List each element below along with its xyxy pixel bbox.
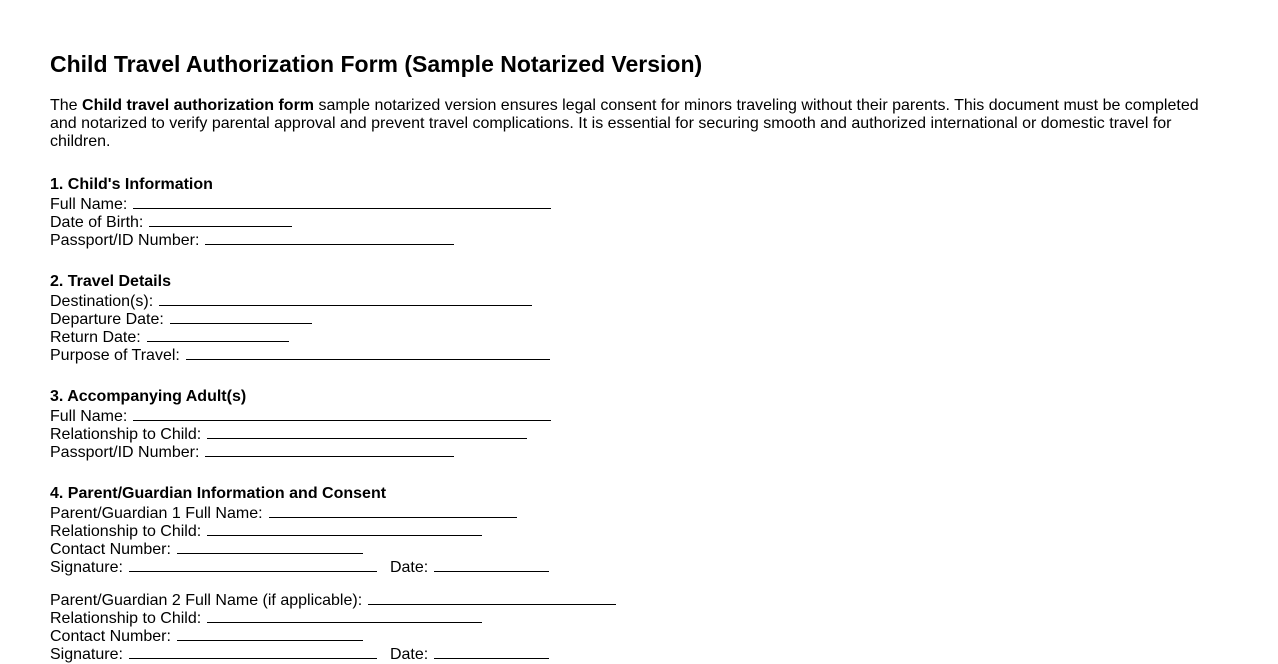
field-label: Signature: [50,559,123,576]
field-label: Parent/Guardian 1 Full Name: [50,505,263,522]
p2-signature-blank[interactable] [129,644,377,659]
p2-contact-row [50,626,616,644]
purpose-row [50,345,550,363]
child-full-name-blank[interactable] [133,194,551,209]
child-dob-blank[interactable] [149,212,292,227]
field-label: Purpose of Travel: [50,347,180,364]
p1-name-blank[interactable] [269,503,517,518]
field-label: Date: [389,559,429,576]
p2-date-blank[interactable] [434,644,549,659]
field-label: Relationship to Child: [50,426,202,443]
adult-passport-row [50,442,551,460]
p1-signature-blank[interactable] [129,557,377,572]
section-title: 4. Parent/Guardian Information and Consent [50,485,387,502]
child-dob-row [50,212,551,230]
adult-passport-blank[interactable] [205,442,454,457]
p2-name-blank[interactable] [368,590,616,605]
field-label: Full Name: [50,196,128,213]
intro-rest: sample notarized version ensures legal consent for minors traveling without their parents. This document must be completed and notarized to verify parental approval and prevent travel complications. It is essential for securing smooth and authorized international or domestic travel for children. [50,97,1199,150]
departure-date-blank[interactable] [170,309,312,324]
field-label: Signature: [50,646,123,663]
intro-bold-term: Child travel authorization form [82,97,315,114]
p1-contact-row [50,539,616,557]
field-label: Contact Number: [50,541,171,558]
section-accompanying-adults [50,388,551,460]
section-title: 1. Child's Information [50,176,213,193]
field-label: Passport/ID Number: [50,232,200,249]
intro-prefix: The [50,97,83,114]
section-title: 2. Travel Details [50,273,171,290]
adult-full-name-blank[interactable] [133,406,551,421]
field-label: Return Date: [50,329,141,346]
section-childs-information [50,176,551,248]
return-date-row [50,327,550,345]
section-title: 3. Accompanying Adult(s) [50,388,247,405]
field-label: Full Name: [50,408,128,425]
child-passport-row [50,230,551,248]
p2-relationship-blank[interactable] [207,608,482,623]
adult-relationship-row [50,424,551,442]
purpose-blank[interactable] [186,345,550,360]
departure-date-row [50,309,550,327]
page-title: Child Travel Authorization Form (Sample Notarized Version) [50,51,703,77]
p1-name-row [50,503,616,521]
intro-paragraph [50,97,1210,151]
spacer [50,575,616,590]
p2-relationship-row [50,608,616,626]
field-label: Relationship to Child: [50,610,202,627]
adult-relationship-blank[interactable] [207,424,527,439]
p1-relationship-row [50,521,616,539]
p1-relationship-blank[interactable] [207,521,482,536]
field-label: Contact Number: [50,628,171,645]
p1-contact-blank[interactable] [177,539,363,554]
return-date-blank[interactable] [147,327,289,342]
adult-full-name-row [50,406,551,424]
section-travel-details [50,273,550,363]
destination-row [50,291,550,309]
field-label: Date of Birth: [50,214,144,231]
field-label: Relationship to Child: [50,523,202,540]
field-label: Parent/Guardian 2 Full Name (if applicable): [50,592,363,609]
p2-name-row [50,590,616,608]
p2-contact-blank[interactable] [177,626,363,641]
p2-signature-row [50,644,616,662]
child-passport-blank[interactable] [205,230,454,245]
field-label: Date: [389,646,429,663]
child-full-name-row [50,194,551,212]
field-label: Departure Date: [50,311,164,328]
field-label: Destination(s): [50,293,154,310]
p1-signature-row [50,557,616,575]
field-label: Passport/ID Number: [50,444,200,461]
destination-blank[interactable] [159,291,532,306]
p1-date-blank[interactable] [434,557,549,572]
section-parent-guardian [50,485,616,662]
